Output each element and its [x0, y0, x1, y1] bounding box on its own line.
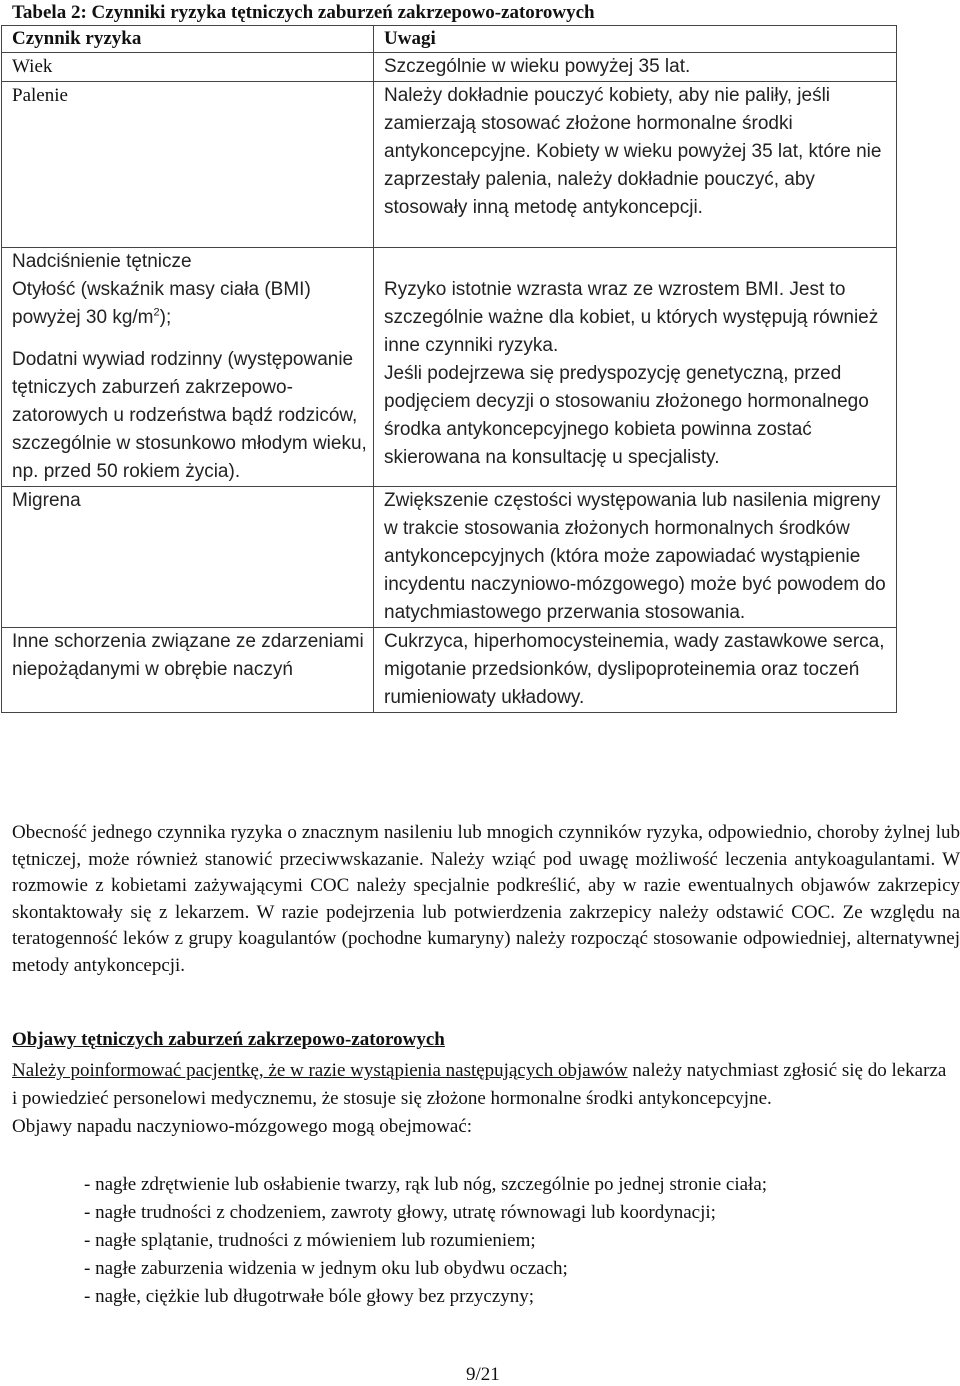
header-notes: Uwagi — [374, 26, 897, 53]
row-factor: Inne schorzenia związane ze zdarzeniami niepożądanymi w obrębie naczyń — [2, 628, 374, 713]
list-item: - nagłe zaburzenia widzenia w jednym oku lub obydwu oczach; — [84, 1258, 568, 1279]
row-factor: Migrena — [2, 487, 374, 628]
list-item: - nagłe splątanie, trudności z mówieniem lub rozumieniem; — [84, 1230, 536, 1251]
table-row — [2, 248, 897, 487]
row-note: Szczególnie w wieku powyżej 35 lat. — [374, 53, 897, 82]
row-note-group — [374, 248, 897, 487]
note-genetic: Jeśli podejrzewa się predyspozycję genetyczną, przed podjęciem decyzji o stosowaniu złożonego hormonalnego środka antykoncepcyjnego kobieta powinna zostać skierowana na konsultację u specjalisty. — [384, 363, 869, 468]
row-note: Cukrzyca, hiperhomocysteinemia, wady zastawkowe serca, migotanie przedsionków, dyslipoproteinemia oraz toczeń rumieniowaty układowy. — [374, 628, 897, 713]
inform-paragraph: Należy poinformować pacjentkę, że w razie wystąpienia następujących objawów należy natychmiast zgłosić się do lekarza i powiedzieć personelowi medycznemu, że stosuje się złożone hormonalne środki antykoncepcyjne. — [12, 1060, 947, 1109]
note-bmi: Ryzyko istotnie wzrasta wraz ze wzrostem BMI. Jest to szczególnie ważne dla kobiet, u których występują również inne czynniki ryzyka. — [384, 279, 879, 356]
symptom-list — [84, 1171, 767, 1311]
header-risk-factor: Czynnik ryzyka — [2, 26, 374, 53]
contraindication-paragraph: Obecność jednego czynnika ryzyka o znacznym nasileniu lub mnogich czynników ryzyka, odpowiednio, choroby żylnej lub tętniczej, może również stanowić przeciwwskazanie. Należy wziąć pod uwagę możliwość leczenia antykoagulantami. W rozmowie z kobietami zażywającymi COC należy specjalnie podkreślić, aby w razie ewentualnych objawów zakrzepicy skontaktowały się z lekarzem. W razie podejrzenia lub potwierdzenia zakrzepicy należy odstawić COC. Ze względu na teratogenność leków z grupy koagulantów (pochodne kumaryny) należy rozpocząć stosowanie odpowiedniej, alternatywnej metody antykoncepcji. — [12, 822, 960, 976]
list-item: - nagłe trudności z chodzeniem, zawroty głowy, utratę równowagi lub koordynacji; — [84, 1202, 716, 1223]
section-body — [12, 1057, 947, 1141]
stroke-intro: Objawy napadu naczyniowo-mózgowego mogą obejmować: — [12, 1116, 473, 1137]
risk-factors-table — [1, 25, 897, 713]
table-header-row — [2, 26, 897, 53]
table-caption: Tabela 2: Czynniki ryzyka tętniczych zaburzeń zakrzepowo-zatorowych — [12, 2, 595, 23]
factor-family-history: Dodatni wywiad rodzinny (występowanie tętniczych zaburzeń zakrzepowo-zatorowych u rodzeństwa bądź rodziców, szczególnie w stosunkowo młodym wieku, np. przed 50 rokiem życia). — [12, 349, 367, 482]
table-row — [2, 628, 897, 713]
factor-hypertension: Nadciśnienie tętnicze — [12, 251, 192, 272]
row-factor: Palenie — [2, 82, 374, 248]
page-number: 9/21 — [466, 1364, 500, 1385]
factor-obesity: Otyłość (wskaźnik masy ciała (BMI) powyżej 30 $kg/m^2$); — [12, 279, 311, 328]
spacer — [12, 332, 367, 346]
section-heading: Objawy tętniczych zaburzeń zakrzepowo-zatorowych — [12, 1029, 445, 1050]
superscript: 2 — [153, 306, 160, 319]
table-row — [2, 82, 897, 248]
table-row — [2, 487, 897, 628]
table-row — [2, 53, 897, 82]
row-factor-group — [2, 248, 374, 487]
row-note: Należy dokładnie pouczyć kobiety, aby nie paliły, jeśli zamierzają stosować złożone hormonalne środki antykoncepcyjne. Kobiety w wieku powyżej 35 lat, które nie zaprzestały palenia, należy dokładnie pouczyć, aby stosowały inną metodę antykoncepcji. — [374, 82, 897, 248]
list-item: - nagłe zdrętwienie lub osłabienie twarzy, rąk lub nóg, szczególnie po jednej stronie ciała; — [84, 1174, 768, 1195]
spacer — [384, 248, 890, 276]
list-item: - nagłe, ciężkie lub długotrwałe bóle głowy bez przyczyny; — [84, 1286, 535, 1307]
row-factor: Wiek — [2, 53, 374, 82]
row-note: Zwiększenie częstości występowania lub nasilenia migreny w trakcie stosowania złożonych hormonalnych środków antykoncepcyjnych (która może zapowiadać wystąpienie incydentu naczyniowo-mózgowego) może być powodem do natychmiastowego przerwania stosowania. — [374, 487, 897, 628]
